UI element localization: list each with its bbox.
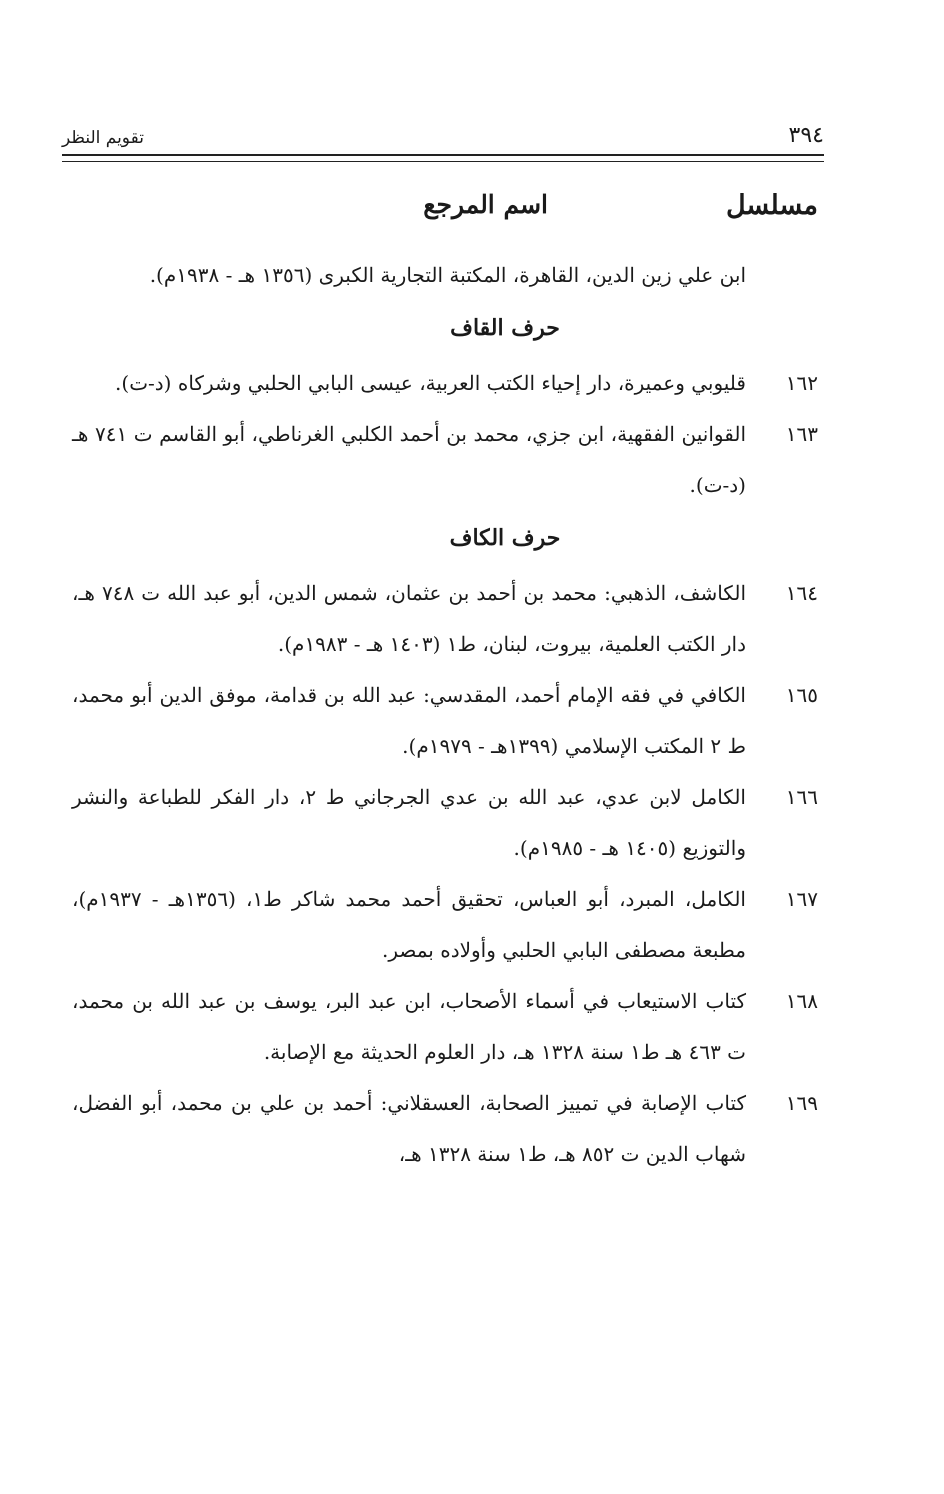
entry-number: ١٦٧ — [785, 887, 818, 911]
column-headers — [62, 190, 818, 238]
entry-text: الكامل لابن عدي، عبد الله بن عدي الجرجاني ط ٢، دار الفكر للطباعة والنشر والتوزيع (١٤٠٥ هـ - ١٩٨٥م). — [72, 785, 746, 860]
entry-text: الكافي في فقه الإمام أحمد، المقدسي: عبد الله بن قدامة، موفق الدين أبو محمد، ط ٢ المكتب الإسلامي (١٣٩٩هـ - ١٩٧٩م). — [72, 683, 746, 758]
reference-entry — [72, 409, 818, 511]
reference-entry — [72, 670, 818, 772]
reference-entry — [72, 1078, 818, 1180]
reference-entry — [72, 976, 818, 1078]
header-rule-thick — [62, 154, 824, 156]
reference-entry — [72, 568, 818, 670]
header-rule-thin — [62, 161, 824, 162]
references-list — [72, 250, 818, 1180]
reference-entry — [72, 772, 818, 874]
entry-text: الكاشف، الذهبي: محمد بن أحمد بن عثمان، شمس الدين، أبو عبد الله ت ٧٤٨ هـ، دار الكتب العلمية، بيروت، لبنان، ط١ (١٤٠٣ هـ - ١٩٨٣م). — [72, 581, 747, 656]
entry-number: ١٦٥ — [785, 683, 818, 707]
entry-number: ١٦٦ — [785, 785, 818, 809]
continued-entry: ابن علي زين الدين، القاهرة، المكتبة التجارية الكبرى (١٣٥٦ هـ - ١٩٣٨م). — [149, 263, 746, 287]
entry-number: ١٦٣ — [785, 422, 818, 446]
entry-number: ١٦٩ — [785, 1091, 818, 1115]
reference-column-header: اسم المرجع — [423, 190, 548, 219]
entry-text: كتاب الإصابة في تمييز الصحابة، العسقلاني: أحمد بن علي بن محمد، أبو الفضل، شهاب الدين ت ٨٥٢ هـ، ط١ سنة ١٣٢٨ هـ، — [72, 1091, 746, 1166]
reference-entry — [72, 358, 818, 409]
section-heading-kaf: حرف الكاف — [449, 525, 561, 551]
entry-text: القوانين الفقهية، ابن جزي، محمد بن أحمد الكلبي الغرناطي، أبو القاسم ت ٧٤١ هـ (د-ت). — [72, 422, 747, 497]
entry-number: ١٦٨ — [785, 989, 818, 1013]
running-title: تقويم النظر — [62, 128, 144, 148]
entry-text: قليوبي وعميرة، دار إحياء الكتب العربية، عيسى البابي الحلبي وشركاه (د-ت). — [115, 371, 746, 395]
entry-text: كتاب الاستيعاب في أسماء الأصحاب، ابن عبد البر، يوسف بن عبد الله بن محمد، ت ٤٦٣ هـ ط١ سنة ١٣٢٨ هـ، دار العلوم الحديثة مع الإصابة. — [72, 989, 746, 1064]
entry-text: الكامل، المبرد، أبو العباس، تحقيق أحمد محمد شاكر ط١، (١٣٥٦هـ - ١٩٣٧م)، مطبعة مصطفى البابي الحلبي وأولاده بمصر. — [72, 887, 746, 962]
entry-number: ١٦٤ — [785, 581, 818, 605]
running-header — [62, 112, 824, 148]
page-number: ٣٩٤ — [788, 123, 824, 148]
reference-entry — [72, 874, 818, 976]
section-heading-qaf: حرف القاف — [450, 315, 560, 341]
serial-column-header: مسلسل — [725, 190, 818, 221]
entry-number: ١٦٢ — [785, 371, 818, 395]
